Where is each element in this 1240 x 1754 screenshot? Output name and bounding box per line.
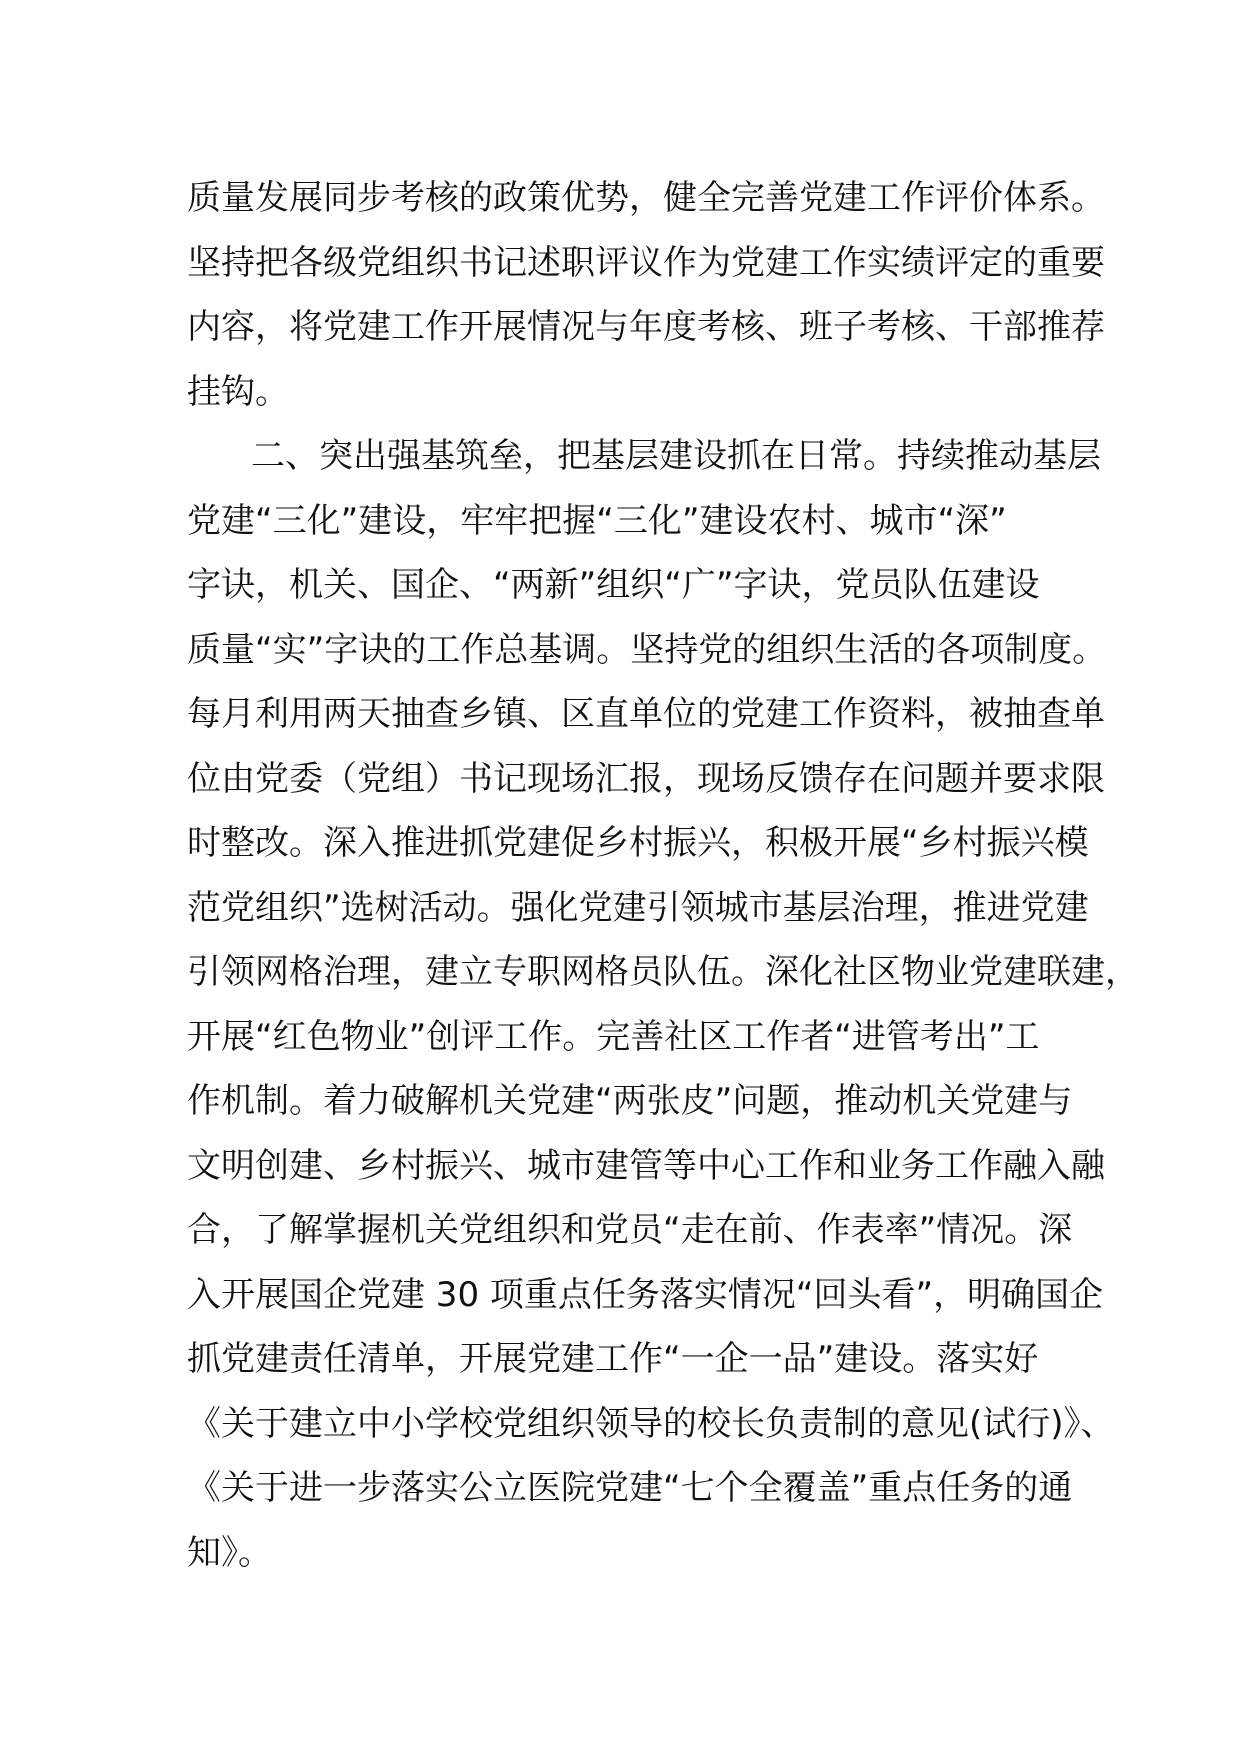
text-line: 作机制。着力破解机关党建“两张皮”问题，推动机关党建与 <box>187 1081 1073 1121</box>
text-line: 《关于建立中小学校党组织领导的校长负责制的意见(试行)》、 <box>187 1403 1115 1444</box>
text-line: 入开展国企党建 30 项重点任务落实情况“回头看”，明确国企 <box>187 1274 1104 1315</box>
text-line: 范党组织”选树活动。强化党建引领城市基层治理，推进党建 <box>187 887 1089 928</box>
text-line: 知》。 <box>187 1532 272 1573</box>
text-line: 坚持把各级党组织书记述职评议作为党建工作实绩评定的重要 <box>187 242 1105 283</box>
text-line: 合，了解掌握机关党组织和党员“走在前、作表率”情况。深 <box>187 1210 1073 1250</box>
document-body <box>187 166 1139 1585</box>
text-line: 抓党建责任清单，开展党建工作“一企一品”建设。落实好 <box>187 1339 1039 1379</box>
text-line: 每月利用两天抽查乡镇、区直单位的党建工作资料，被抽查单 <box>187 694 1105 734</box>
text-line: 挂钩。 <box>187 371 289 412</box>
text-line: 字诀，机关、国企、“两新”组织“广”字诀，党员队伍建设 <box>187 565 1040 605</box>
text-line: 引领网格治理，建立专职网格员队伍。深化社区物业党建联建， <box>187 952 1139 992</box>
text-line: 《关于进一步落实公立医院党建“七个全覆盖”重点任务的通 <box>187 1468 1073 1508</box>
text-line: 质量“实”字诀的工作总基调。坚持党的组织生活的各项制度。 <box>187 629 1107 670</box>
text-line: 文明创建、乡村振兴、城市建管等中心工作和业务工作融入融 <box>187 1145 1105 1186</box>
text-line: 位由党委（党组）书记现场汇报，现场反馈存在问题并要求限 <box>187 758 1105 799</box>
section-heading-line: 二、突出强基筑垒，把基层建设抓在日常。持续推动基层 <box>251 436 1101 476</box>
text-line: 开展“红色物业”创评工作。完善社区工作者“进管考出”工 <box>187 1016 1040 1057</box>
text-line: 内容，将党建工作开展情况与年度考核、班子考核、干部推荐 <box>187 307 1105 347</box>
text-line: 党建“三化”建设，牢牢把握“三化”建设农村、城市“深” <box>187 500 1007 541</box>
text-line: 时整改。深入推进抓党建促乡村振兴，积极开展“乡村振兴模 <box>187 823 1089 863</box>
text-line: 质量发展同步考核的政策优势，健全完善党建工作评价体系。 <box>187 178 1105 218</box>
